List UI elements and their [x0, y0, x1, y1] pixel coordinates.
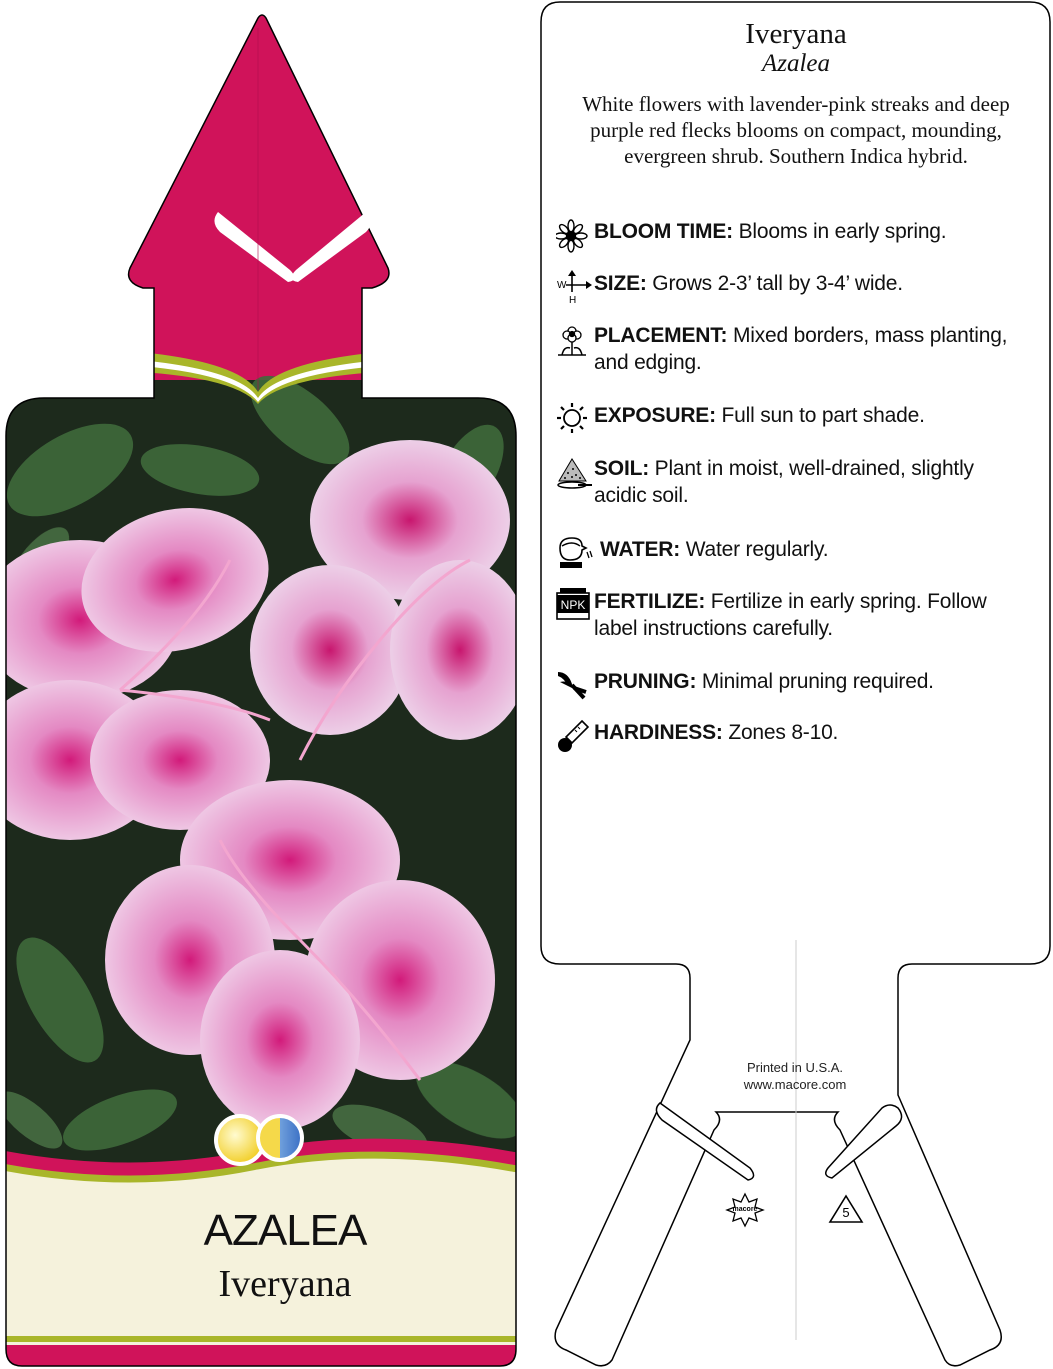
printed-in-text: Printed in U.S.A.: [746, 1060, 844, 1075]
size-icon-w: W: [557, 280, 567, 291]
back-variety-name: Iveryana: [745, 18, 847, 50]
pruners-icon: [556, 668, 594, 704]
soil-label: SOIL:: [594, 457, 649, 480]
front-plant-name: AZALEA: [203, 1206, 367, 1255]
water-value: Water regularly.: [680, 538, 829, 561]
bloom-time-value: Blooms in early spring.: [732, 220, 947, 243]
exposure-label: EXPOSURE:: [594, 404, 716, 427]
care-row-bloom-time: [556, 218, 1026, 254]
plant-description: White flowers with lavender-pink streaks and deep purple red flecks blooms on compact, mounding, evergreen shrub. Southern Indica hybrid.: [582, 92, 1010, 168]
watering-can-icon: [556, 536, 594, 572]
care-row-water: [556, 536, 1026, 572]
size-arrows-icon: [556, 270, 594, 306]
size-icon-h: H: [569, 295, 577, 306]
water-label: WATER:: [600, 538, 681, 561]
pruning-value: Minimal pruning required.: [696, 670, 934, 693]
placement-value: Mixed borders, mass planting, and edging.: [594, 324, 1008, 374]
website-text: www.macore.com: [743, 1077, 847, 1092]
flower-icon: [556, 218, 594, 254]
fertilize-value: Fertilize in early spring. Follow label instructions carefully.: [594, 590, 987, 640]
front-variety-name: Iveryana: [218, 1263, 352, 1305]
soil-value: Plant in moist, well-drained, slightly acidic soil.: [594, 457, 974, 507]
thermometer-icon: [556, 719, 594, 755]
soil-icon: [556, 455, 594, 491]
part-shade-icon: [258, 1116, 302, 1160]
pruning-label: PRUNING:: [594, 670, 697, 693]
care-row-pruning: [556, 668, 1026, 704]
care-row-soil: [556, 455, 1026, 509]
hardiness-value: Zones 8-10.: [722, 721, 839, 744]
hardiness-label: HARDINESS:: [594, 721, 723, 744]
care-row-fertilize: [556, 588, 1026, 642]
back-plant-name: Azalea: [761, 50, 831, 77]
size-label: SIZE:: [594, 272, 647, 295]
care-row-size: [556, 270, 1026, 306]
fertilize-label: FERTILIZE:: [594, 590, 706, 613]
care-row-placement: [556, 322, 1026, 376]
exposure-value: Full sun to part shade.: [715, 404, 925, 427]
placement-flowers-icon: [556, 322, 594, 358]
care-row-exposure: [556, 402, 1026, 438]
size-value: Grows 2-3’ tall by 3-4’ wide.: [646, 272, 903, 295]
recycle-code: 5: [842, 1205, 850, 1220]
sun-icon: [556, 402, 594, 438]
fertilizer-icon: [556, 588, 594, 624]
care-row-hardiness: [556, 719, 1026, 755]
npk-text: NPK: [560, 598, 586, 612]
macore-logo-text: macore: [732, 1206, 758, 1213]
bloom-time-label: BLOOM TIME:: [594, 220, 733, 243]
placement-label: PLACEMENT:: [594, 324, 728, 347]
